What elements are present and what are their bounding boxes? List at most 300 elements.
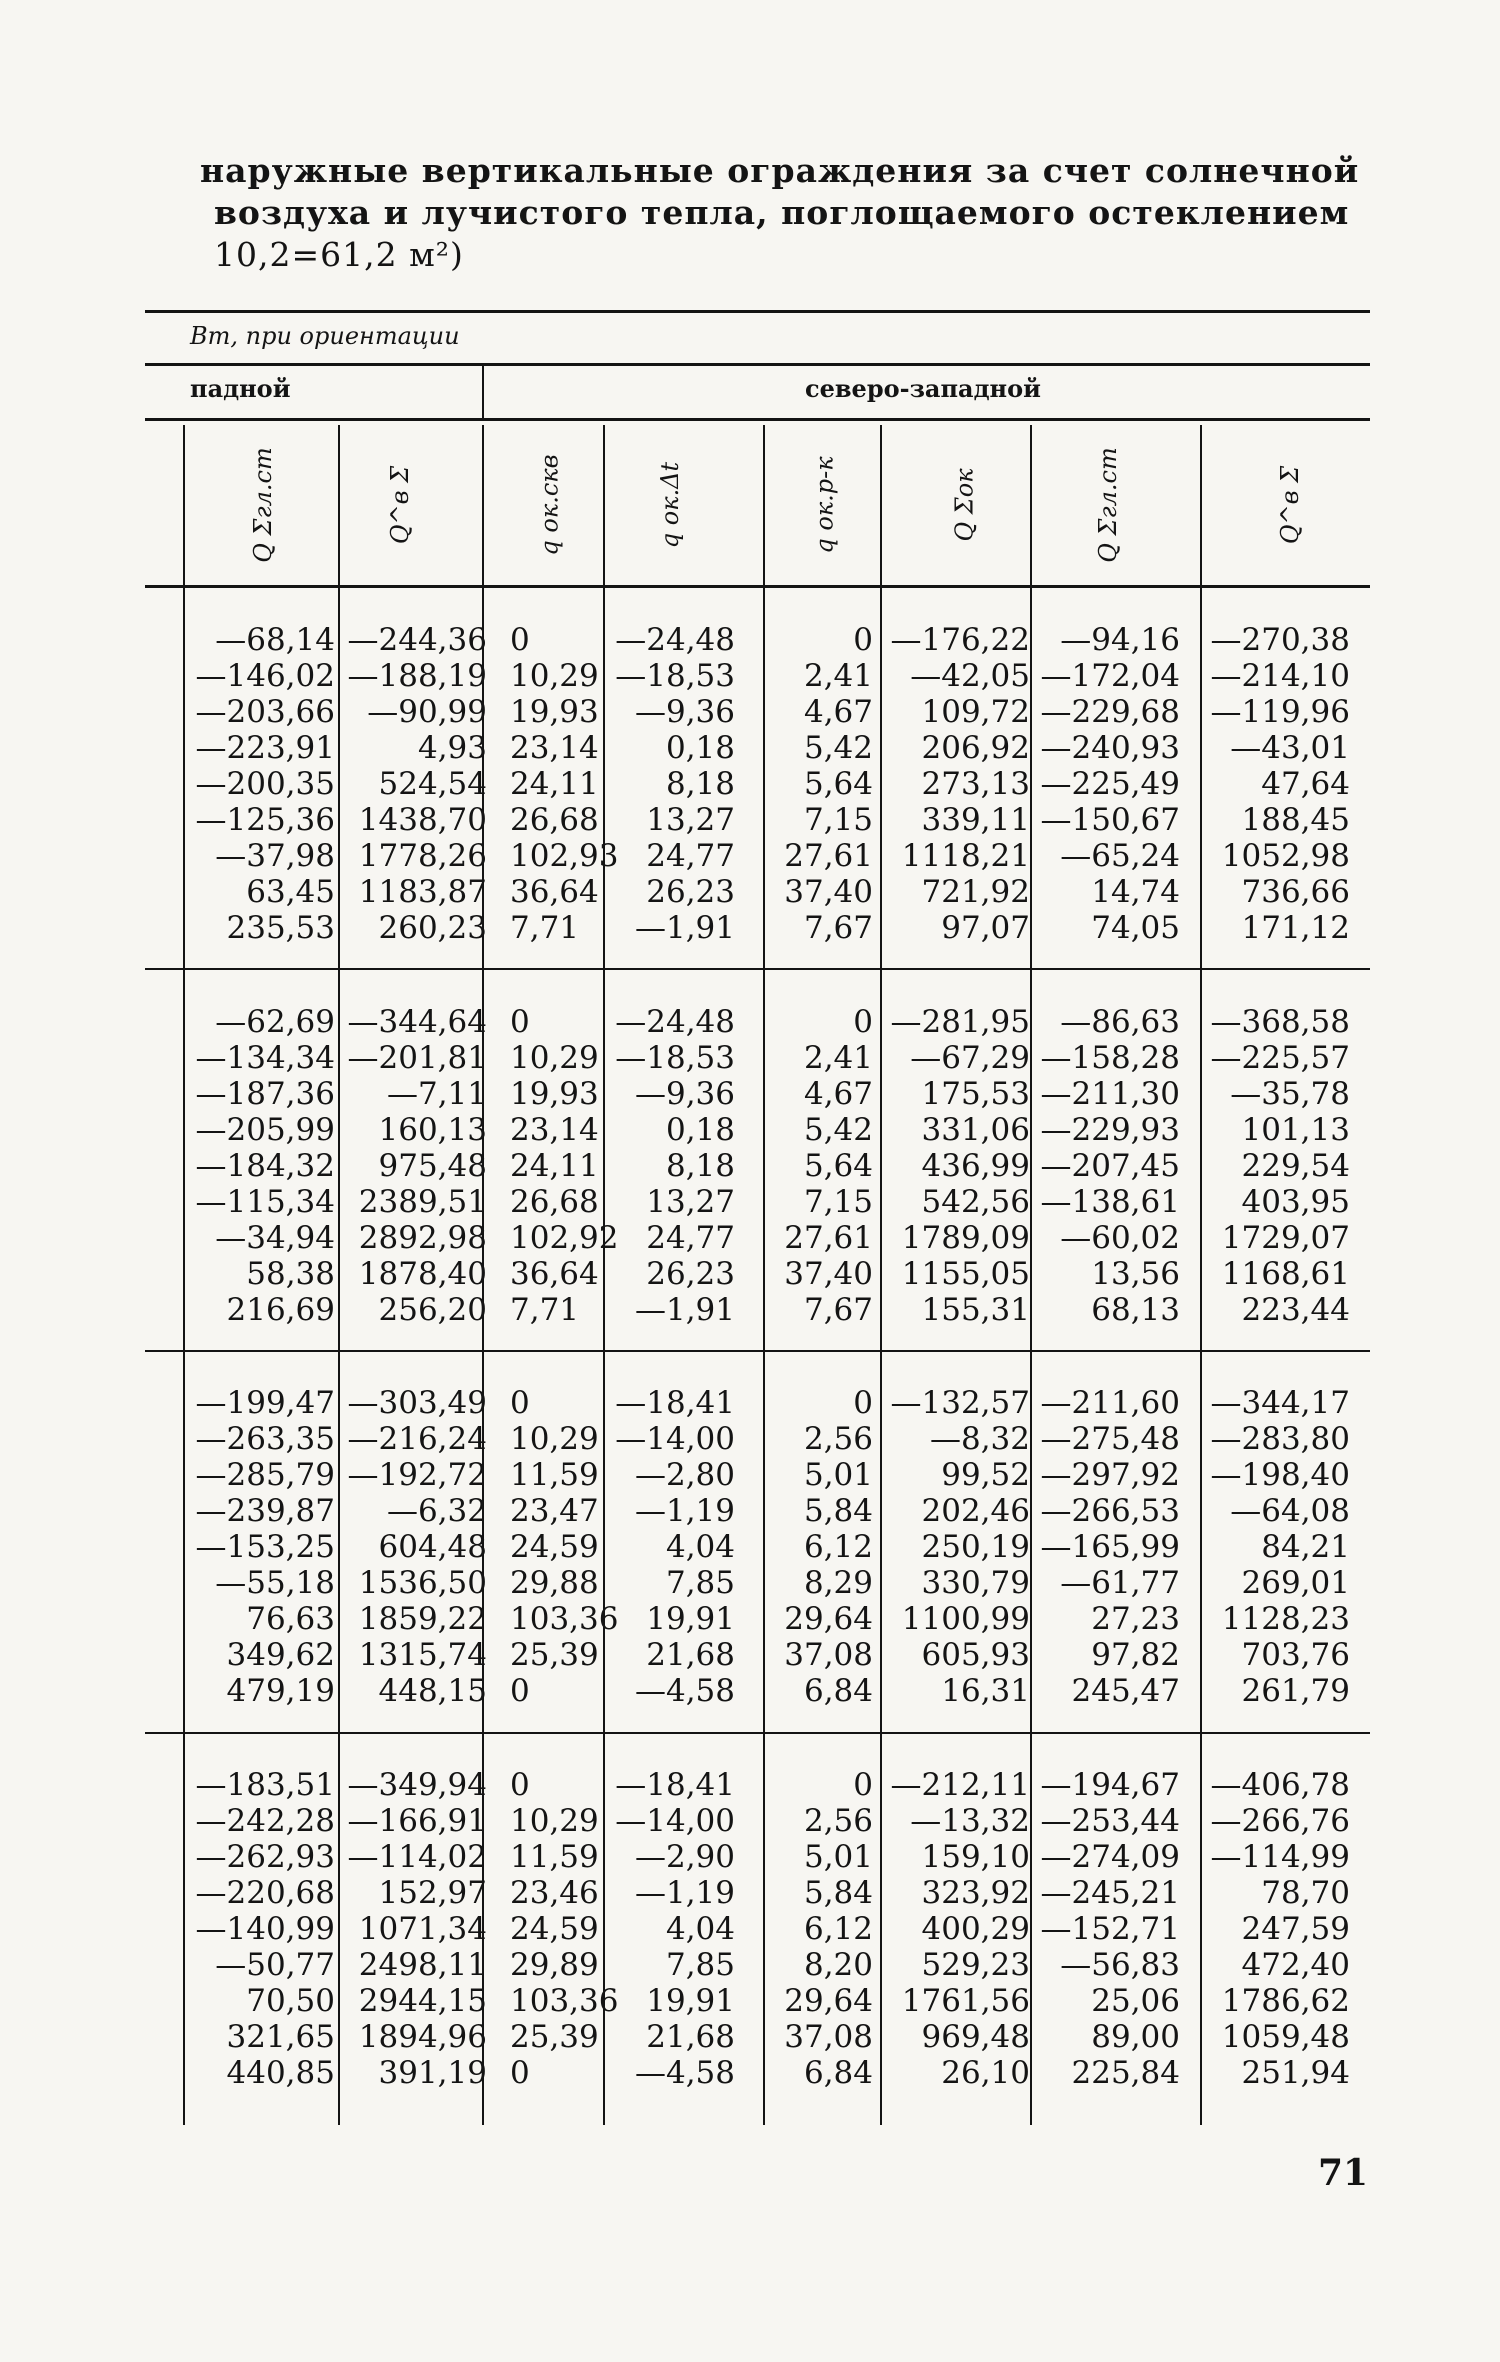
table-cell: 26,68 bbox=[510, 802, 599, 838]
table-cell: —211,30 bbox=[1040, 1076, 1180, 1112]
table-cell: 159,10 bbox=[921, 1839, 1030, 1875]
table-cell: 5,42 bbox=[803, 1112, 873, 1148]
table-cell: 155,31 bbox=[921, 1292, 1030, 1328]
table-cell: —4,58 bbox=[634, 2055, 735, 2091]
column-header-label: q ок.Δt bbox=[656, 461, 685, 549]
table-cell: 36,64 bbox=[510, 1256, 599, 1292]
table-cell: —24,48 bbox=[615, 622, 735, 658]
table-cell: 19,91 bbox=[646, 1601, 735, 1637]
column-divider bbox=[1200, 425, 1202, 2125]
table-cell: —24,48 bbox=[615, 1004, 735, 1040]
table-cell: 68,13 bbox=[1091, 1292, 1180, 1328]
page-title bbox=[200, 150, 1360, 276]
table-cell: —62,69 bbox=[215, 1004, 335, 1040]
table-cell: 24,11 bbox=[510, 766, 599, 802]
table-cell: —18,53 bbox=[615, 1040, 735, 1076]
table-cell: 229,54 bbox=[1241, 1148, 1350, 1184]
table-cell: —240,93 bbox=[1040, 730, 1180, 766]
table-cell: 721,92 bbox=[921, 874, 1030, 910]
table-cell: 4,93 bbox=[417, 730, 487, 766]
table-top-rule bbox=[145, 310, 1370, 313]
table-cell: 1155,05 bbox=[901, 1256, 1030, 1292]
table-cell: —42,05 bbox=[910, 658, 1030, 694]
table-cell: —152,71 bbox=[1040, 1911, 1180, 1947]
column-header-3 bbox=[530, 425, 570, 585]
table-cell: —198,40 bbox=[1210, 1457, 1350, 1493]
table-cell: 1761,56 bbox=[901, 1983, 1030, 2019]
table-cell: —281,95 bbox=[890, 1004, 1030, 1040]
table-cell: 23,14 bbox=[510, 1112, 599, 1148]
table-cell: —166,91 bbox=[347, 1803, 487, 1839]
table-cell: —64,08 bbox=[1230, 1493, 1350, 1529]
table-cell: 76,63 bbox=[246, 1601, 335, 1637]
table-cell: 0 bbox=[510, 1385, 530, 1421]
table-cell: 0 bbox=[510, 1673, 530, 1709]
group-rule bbox=[145, 418, 1370, 421]
table-cell: 1438,70 bbox=[358, 802, 487, 838]
table-cell: 321,65 bbox=[226, 2019, 335, 2055]
table-cell: —194,67 bbox=[1040, 1767, 1180, 1803]
table-cell: 1878,40 bbox=[358, 1256, 487, 1292]
table-cell: —203,66 bbox=[195, 694, 335, 730]
table-cell: 1168,61 bbox=[1221, 1256, 1350, 1292]
table-cell: —207,45 bbox=[1040, 1148, 1180, 1184]
table-cell: 0,18 bbox=[665, 1112, 735, 1148]
table-cell: 323,92 bbox=[921, 1875, 1030, 1911]
table-cell: —200,35 bbox=[195, 766, 335, 802]
table-cell: 24,11 bbox=[510, 1148, 599, 1184]
table-cell: —14,00 bbox=[615, 1421, 735, 1457]
table-cell: —90,99 bbox=[367, 694, 487, 730]
column-header-label: Q Σгл.ст bbox=[249, 447, 278, 563]
table-cell: —2,90 bbox=[634, 1839, 735, 1875]
table-cell: 0 bbox=[510, 1004, 530, 1040]
table-cell: 99,52 bbox=[941, 1457, 1030, 1493]
table-cell: —9,36 bbox=[634, 1076, 735, 1112]
table-cell: 5,01 bbox=[803, 1457, 873, 1493]
table-cell: 247,59 bbox=[1241, 1911, 1350, 1947]
table-cell: 260,23 bbox=[378, 910, 487, 946]
table-cell: —275,48 bbox=[1040, 1421, 1180, 1457]
table-cell: 1071,34 bbox=[358, 1911, 487, 1947]
table-cell: 202,46 bbox=[921, 1493, 1030, 1529]
table-cell: 11,59 bbox=[510, 1839, 599, 1875]
table-cell: 8,20 bbox=[803, 1947, 873, 1983]
table-cell: —245,21 bbox=[1040, 1875, 1180, 1911]
table-cell: —35,78 bbox=[1230, 1076, 1350, 1112]
table-cell: 13,27 bbox=[646, 1184, 735, 1220]
table-cell: 19,91 bbox=[646, 1983, 735, 2019]
table-cell: —138,61 bbox=[1040, 1184, 1180, 1220]
table-cell: 160,13 bbox=[378, 1112, 487, 1148]
table-cell: 1118,21 bbox=[901, 838, 1030, 874]
table-cell: 7,67 bbox=[803, 910, 873, 946]
table-cell: —2,80 bbox=[634, 1457, 735, 1493]
table-cell: 2,41 bbox=[803, 1040, 873, 1076]
table-cell: —55,18 bbox=[215, 1565, 335, 1601]
column-header-label: Q Σок bbox=[951, 468, 979, 542]
table-cell: —253,44 bbox=[1040, 1803, 1180, 1839]
table-cell: —242,28 bbox=[195, 1803, 335, 1839]
column-header-1 bbox=[243, 425, 283, 585]
table-cell: —114,99 bbox=[1210, 1839, 1350, 1875]
table-cell: 0 bbox=[853, 1767, 873, 1803]
table-cell: 102,93 bbox=[510, 838, 619, 874]
table-cell: 84,21 bbox=[1261, 1529, 1350, 1565]
table-cell: 89,00 bbox=[1091, 2019, 1180, 2055]
table-cell: 11,59 bbox=[510, 1457, 599, 1493]
column-header-label: q ок.р-к bbox=[811, 456, 839, 554]
table-cell: 1100,99 bbox=[901, 1601, 1030, 1637]
table-cell: 2,56 bbox=[803, 1421, 873, 1457]
column-header-4 bbox=[650, 425, 690, 585]
table-cell: 2498,11 bbox=[358, 1947, 487, 1983]
table-cell: 102,92 bbox=[510, 1220, 619, 1256]
table-cell: 703,76 bbox=[1241, 1637, 1350, 1673]
table-cell: 29,89 bbox=[510, 1947, 599, 1983]
table-cell: 479,19 bbox=[226, 1673, 335, 1709]
column-header-label: Q^в Σ bbox=[1276, 465, 1305, 545]
table-cell: 4,04 bbox=[665, 1529, 735, 1565]
table-cell: 8,29 bbox=[803, 1565, 873, 1601]
table-cell: 6,84 bbox=[803, 2055, 873, 2091]
table-cell: 103,36 bbox=[510, 1601, 619, 1637]
table-cell: 0 bbox=[510, 2055, 530, 2091]
group-label-left: падной bbox=[190, 374, 291, 403]
table-cell: 2944,15 bbox=[358, 1983, 487, 2019]
table-cell: 37,08 bbox=[784, 1637, 873, 1673]
table-cell: 216,69 bbox=[226, 1292, 335, 1328]
table-cell: 26,10 bbox=[941, 2055, 1030, 2091]
table-cell: 152,97 bbox=[378, 1875, 487, 1911]
table-cell: 4,04 bbox=[665, 1911, 735, 1947]
unit-label: Вт, при ориентации bbox=[190, 322, 460, 350]
table-cell: —18,41 bbox=[615, 1385, 735, 1421]
table-cell: 4,67 bbox=[803, 1076, 873, 1112]
table-cell: —229,68 bbox=[1040, 694, 1180, 730]
table-cell: 74,05 bbox=[1091, 910, 1180, 946]
column-header-label: Q Σгл.ст bbox=[1094, 447, 1123, 563]
title-line-1: наружные вертикальные ограждения за счет солнечной bbox=[200, 151, 1360, 190]
table-cell: 250,19 bbox=[921, 1529, 1030, 1565]
table-cell: 206,92 bbox=[921, 730, 1030, 766]
table-cell: —229,93 bbox=[1040, 1112, 1180, 1148]
table-cell: —153,25 bbox=[195, 1529, 335, 1565]
table-cell: —8,32 bbox=[929, 1421, 1030, 1457]
column-divider bbox=[1030, 425, 1032, 2125]
table-cell: —50,77 bbox=[215, 1947, 335, 1983]
table-cell: 37,40 bbox=[784, 1256, 873, 1292]
table-cell: —187,36 bbox=[195, 1076, 335, 1112]
table-cell: 2389,51 bbox=[358, 1184, 487, 1220]
table-cell: 37,40 bbox=[784, 874, 873, 910]
table-cell: —34,94 bbox=[215, 1220, 335, 1256]
table-cell: —183,51 bbox=[195, 1767, 335, 1803]
table-cell: —239,87 bbox=[195, 1493, 335, 1529]
table-cell: —6,32 bbox=[386, 1493, 487, 1529]
table-cell: 2892,98 bbox=[358, 1220, 487, 1256]
table-cell: —86,63 bbox=[1060, 1004, 1180, 1040]
table-cell: —205,99 bbox=[195, 1112, 335, 1148]
table-cell: —212,11 bbox=[890, 1767, 1030, 1803]
table-cell: —283,80 bbox=[1210, 1421, 1350, 1457]
column-header-2 bbox=[380, 425, 420, 585]
table-cell: 103,36 bbox=[510, 1983, 619, 2019]
table-cell: —406,78 bbox=[1210, 1767, 1350, 1803]
table-cell: —18,53 bbox=[615, 658, 735, 694]
table-cell: 736,66 bbox=[1241, 874, 1350, 910]
table-cell: 5,01 bbox=[803, 1839, 873, 1875]
table-cell: —1,19 bbox=[634, 1493, 735, 1529]
table-cell: —201,81 bbox=[347, 1040, 487, 1076]
table-cell: 23,46 bbox=[510, 1875, 599, 1911]
table-cell: —37,98 bbox=[215, 838, 335, 874]
table-cell: 225,84 bbox=[1071, 2055, 1180, 2091]
table-cell: —188,19 bbox=[347, 658, 487, 694]
table-cell: —244,36 bbox=[347, 622, 487, 658]
table-cell: —274,09 bbox=[1040, 1839, 1180, 1875]
table-cell: 97,82 bbox=[1091, 1637, 1180, 1673]
table-cell: 175,53 bbox=[921, 1076, 1030, 1112]
table-cell: 5,64 bbox=[803, 766, 873, 802]
table-cell: —285,79 bbox=[195, 1457, 335, 1493]
table-cell: 0 bbox=[510, 622, 530, 658]
table-cell: 4,67 bbox=[803, 694, 873, 730]
table-cell: 5,84 bbox=[803, 1493, 873, 1529]
table-cell: 403,95 bbox=[1241, 1184, 1350, 1220]
title-line-2: воздуха и лучистого тепла, поглощаемого остеклением bbox=[214, 193, 1350, 232]
column-header-label: Q^в Σ bbox=[386, 465, 415, 545]
table-cell: 0 bbox=[853, 1004, 873, 1040]
table-cell: —176,22 bbox=[890, 622, 1030, 658]
table-cell: —214,10 bbox=[1210, 658, 1350, 694]
table-cell: 5,84 bbox=[803, 1875, 873, 1911]
table-cell: —349,94 bbox=[347, 1767, 487, 1803]
table-cell: 251,94 bbox=[1241, 2055, 1350, 2091]
title-line-3: 10,2=61,2 м²) bbox=[214, 235, 464, 274]
table-cell: 171,12 bbox=[1241, 910, 1350, 946]
table-cell: 331,06 bbox=[921, 1112, 1030, 1148]
table-cell: 14,74 bbox=[1091, 874, 1180, 910]
table-cell: —132,57 bbox=[890, 1385, 1030, 1421]
table-cell: —192,72 bbox=[347, 1457, 487, 1493]
table-cell: 27,23 bbox=[1091, 1601, 1180, 1637]
table-cell: 13,27 bbox=[646, 802, 735, 838]
table-cell: —220,68 bbox=[195, 1875, 335, 1911]
table-cell: —61,77 bbox=[1060, 1565, 1180, 1601]
table-cell: 19,93 bbox=[510, 1076, 599, 1112]
table-cell: 448,15 bbox=[378, 1673, 487, 1709]
table-cell: 391,19 bbox=[378, 2055, 487, 2091]
table-cell: 436,99 bbox=[921, 1148, 1030, 1184]
table-cell: 58,38 bbox=[246, 1256, 335, 1292]
table-cell: 23,14 bbox=[510, 730, 599, 766]
table-cell: —216,24 bbox=[347, 1421, 487, 1457]
table-cell: —18,41 bbox=[615, 1767, 735, 1803]
table-cell: —262,93 bbox=[195, 1839, 335, 1875]
group-label-right: северо-западной bbox=[805, 374, 1041, 403]
table-cell: —266,53 bbox=[1040, 1493, 1180, 1529]
table-cell: —14,00 bbox=[615, 1803, 735, 1839]
table-cell: —119,96 bbox=[1210, 694, 1350, 730]
table-cell: 25,06 bbox=[1091, 1983, 1180, 2019]
table-cell: 6,12 bbox=[803, 1911, 873, 1947]
block-separator bbox=[145, 1350, 1370, 1352]
table-cell: 349,62 bbox=[226, 1637, 335, 1673]
table-cell: 24,59 bbox=[510, 1529, 599, 1565]
table-cell: 1183,87 bbox=[358, 874, 487, 910]
table-cell: 1729,07 bbox=[1221, 1220, 1350, 1256]
table-cell: —211,60 bbox=[1040, 1385, 1180, 1421]
table-cell: 235,53 bbox=[226, 910, 335, 946]
table-cell: 0 bbox=[853, 1385, 873, 1421]
table-cell: 223,44 bbox=[1241, 1292, 1350, 1328]
table-cell: 0 bbox=[510, 1767, 530, 1803]
table-cell: —56,83 bbox=[1060, 1947, 1180, 1983]
table-cell: —114,02 bbox=[347, 1839, 487, 1875]
table-cell: —158,28 bbox=[1040, 1040, 1180, 1076]
table-cell: —115,34 bbox=[195, 1184, 335, 1220]
table-cell: 7,15 bbox=[803, 802, 873, 838]
table-cell: 25,39 bbox=[510, 2019, 599, 2055]
table-cell: 70,50 bbox=[246, 1983, 335, 2019]
table-cell: 10,29 bbox=[510, 1040, 599, 1076]
table-cell: 542,56 bbox=[921, 1184, 1030, 1220]
table-cell: 29,64 bbox=[784, 1601, 873, 1637]
table-cell: 26,23 bbox=[646, 874, 735, 910]
column-header-5 bbox=[805, 425, 845, 585]
table-cell: 605,93 bbox=[921, 1637, 1030, 1673]
table-cell: 261,79 bbox=[1241, 1673, 1350, 1709]
table-cell: —172,04 bbox=[1040, 658, 1180, 694]
table-cell: 26,23 bbox=[646, 1256, 735, 1292]
table-cell: —4,58 bbox=[634, 1673, 735, 1709]
table-cell: 0 bbox=[853, 622, 873, 658]
table-cell: 6,12 bbox=[803, 1529, 873, 1565]
table-cell: 5,42 bbox=[803, 730, 873, 766]
table-cell: 7,85 bbox=[665, 1565, 735, 1601]
table-cell: 13,56 bbox=[1091, 1256, 1180, 1292]
table-cell: —9,36 bbox=[634, 694, 735, 730]
table-cell: 1128,23 bbox=[1221, 1601, 1350, 1637]
table-cell: 273,13 bbox=[921, 766, 1030, 802]
unit-label-rule bbox=[145, 363, 1370, 366]
table-cell: 24,59 bbox=[510, 1911, 599, 1947]
block-separator bbox=[145, 968, 1370, 970]
table-cell: 101,13 bbox=[1241, 1112, 1350, 1148]
table-cell: —67,29 bbox=[910, 1040, 1030, 1076]
table-cell: —297,92 bbox=[1040, 1457, 1180, 1493]
block-separator bbox=[145, 1732, 1370, 1734]
table-cell: —263,35 bbox=[195, 1421, 335, 1457]
table-cell: —150,67 bbox=[1040, 802, 1180, 838]
column-divider bbox=[183, 425, 185, 2125]
table-cell: 23,47 bbox=[510, 1493, 599, 1529]
column-header-6 bbox=[945, 425, 985, 585]
table-cell: —94,16 bbox=[1060, 622, 1180, 658]
table-cell: —146,02 bbox=[195, 658, 335, 694]
table-cell: 1052,98 bbox=[1221, 838, 1350, 874]
table-cell: —7,11 bbox=[386, 1076, 487, 1112]
table-cell: —344,17 bbox=[1210, 1385, 1350, 1421]
table-cell: 7,15 bbox=[803, 1184, 873, 1220]
table-cell: 97,07 bbox=[941, 910, 1030, 946]
table-cell: —225,57 bbox=[1210, 1040, 1350, 1076]
table-cell: 440,85 bbox=[226, 2055, 335, 2091]
table-cell: —225,49 bbox=[1040, 766, 1180, 802]
column-divider bbox=[603, 425, 605, 2125]
table-cell: 8,18 bbox=[665, 766, 735, 802]
table-cell: 6,84 bbox=[803, 1673, 873, 1709]
table-cell: 47,64 bbox=[1261, 766, 1350, 802]
table-cell: 29,88 bbox=[510, 1565, 599, 1601]
table-cell: 27,61 bbox=[784, 1220, 873, 1256]
table-cell: —184,32 bbox=[195, 1148, 335, 1184]
table-cell: 969,48 bbox=[921, 2019, 1030, 2055]
table-cell: 25,39 bbox=[510, 1637, 599, 1673]
table-cell: 604,48 bbox=[378, 1529, 487, 1565]
table-cell: 2,56 bbox=[803, 1803, 873, 1839]
table-cell: —303,49 bbox=[347, 1385, 487, 1421]
table-cell: 1778,26 bbox=[358, 838, 487, 874]
table-cell: —199,47 bbox=[195, 1385, 335, 1421]
table-cell: —270,38 bbox=[1210, 622, 1350, 658]
table-cell: 10,29 bbox=[510, 658, 599, 694]
page-number: 71 bbox=[1318, 2152, 1369, 2194]
table-cell: —65,24 bbox=[1060, 838, 1180, 874]
table-cell: 1859,22 bbox=[358, 1601, 487, 1637]
table-cell: 36,64 bbox=[510, 874, 599, 910]
table-cell: —13,32 bbox=[910, 1803, 1030, 1839]
table-cell: —125,36 bbox=[195, 802, 335, 838]
table-cell: 29,64 bbox=[784, 1983, 873, 2019]
table-cell: 7,71 bbox=[510, 910, 580, 946]
table-cell: 24,77 bbox=[646, 838, 735, 874]
table-cell: 37,08 bbox=[784, 2019, 873, 2055]
table-cell: 27,61 bbox=[784, 838, 873, 874]
table-cell: 24,77 bbox=[646, 1220, 735, 1256]
table-cell: 1059,48 bbox=[1221, 2019, 1350, 2055]
table-cell: 256,20 bbox=[378, 1292, 487, 1328]
column-divider bbox=[763, 425, 765, 2125]
table-cell: —1,91 bbox=[634, 910, 735, 946]
column-divider bbox=[880, 425, 882, 2125]
table-cell: 188,45 bbox=[1241, 802, 1350, 838]
table-cell: 524,54 bbox=[378, 766, 487, 802]
table-cell: 975,48 bbox=[378, 1148, 487, 1184]
table-cell: —134,34 bbox=[195, 1040, 335, 1076]
table-cell: 78,70 bbox=[1261, 1875, 1350, 1911]
table-cell: 529,23 bbox=[921, 1947, 1030, 1983]
table-cell: 7,71 bbox=[510, 1292, 580, 1328]
table-cell: 339,11 bbox=[921, 802, 1030, 838]
table-cell: —266,76 bbox=[1210, 1803, 1350, 1839]
table-cell: 16,31 bbox=[941, 1673, 1030, 1709]
table-cell: 1536,50 bbox=[358, 1565, 487, 1601]
table-cell: —165,99 bbox=[1040, 1529, 1180, 1565]
table-cell: 109,72 bbox=[921, 694, 1030, 730]
table-cell: —1,19 bbox=[634, 1875, 735, 1911]
column-header-rule bbox=[145, 585, 1370, 588]
table-cell: —368,58 bbox=[1210, 1004, 1350, 1040]
table-cell: —223,91 bbox=[195, 730, 335, 766]
table-cell: 21,68 bbox=[646, 2019, 735, 2055]
table-cell: 1894,96 bbox=[358, 2019, 487, 2055]
table-cell: 245,47 bbox=[1071, 1673, 1180, 1709]
table-cell: 21,68 bbox=[646, 1637, 735, 1673]
table-cell: 0,18 bbox=[665, 730, 735, 766]
table-cell: 330,79 bbox=[921, 1565, 1030, 1601]
